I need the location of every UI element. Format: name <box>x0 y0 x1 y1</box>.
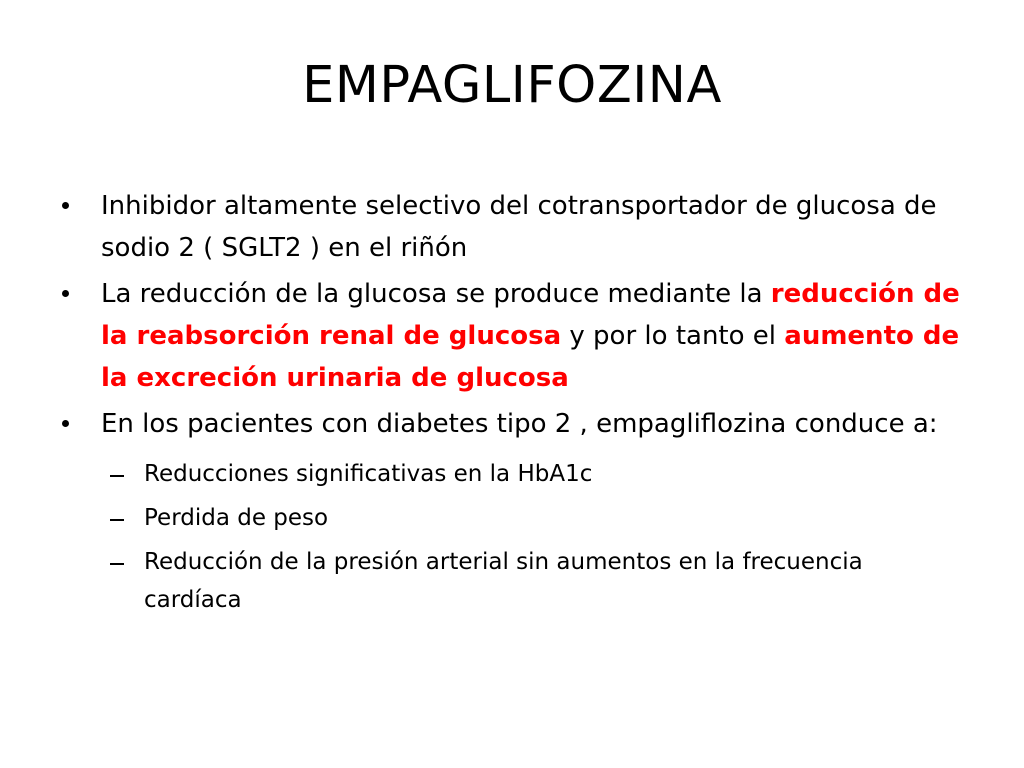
slide-title: EMPAGLIFOZINA <box>302 56 722 115</box>
bullet-text: En los pacientes con diabetes tipo 2 , empagliflozina conduce a: <box>101 409 938 439</box>
sub-bullet-item-2 <box>58 499 964 537</box>
bullet-item-3 <box>58 403 964 445</box>
bullet-list <box>58 185 964 625</box>
bullet-text: Inhibidor altamente selectivo del cotransportador de glucosa de sodio 2 ( SGLT2 ) en el riñón <box>101 191 937 263</box>
bullet-item-2 <box>58 273 964 399</box>
sub-bullet-item-3 <box>58 543 964 619</box>
bullet-item-1 <box>58 185 964 269</box>
highlighted-phrase: aumento de la excreción urinaria de glucosa <box>101 321 960 393</box>
sub-bullet-text: Reducciones significativas en la HbA1c <box>144 461 593 487</box>
sub-bullet-list <box>58 455 964 619</box>
bullet-text-part: La reducción de la glucosa se produce mediante la <box>101 279 771 309</box>
sub-bullet-text: Reducción de la presión arterial sin aumentos en la frecuencia cardíaca <box>144 549 863 613</box>
sub-bullet-item-1 <box>58 455 964 493</box>
sub-bullet-text: Perdida de peso <box>144 505 329 531</box>
bullet-text-part: y por lo tanto el <box>561 321 785 351</box>
highlighted-phrase: reducción de la reabsorción renal de glucosa <box>101 279 960 351</box>
